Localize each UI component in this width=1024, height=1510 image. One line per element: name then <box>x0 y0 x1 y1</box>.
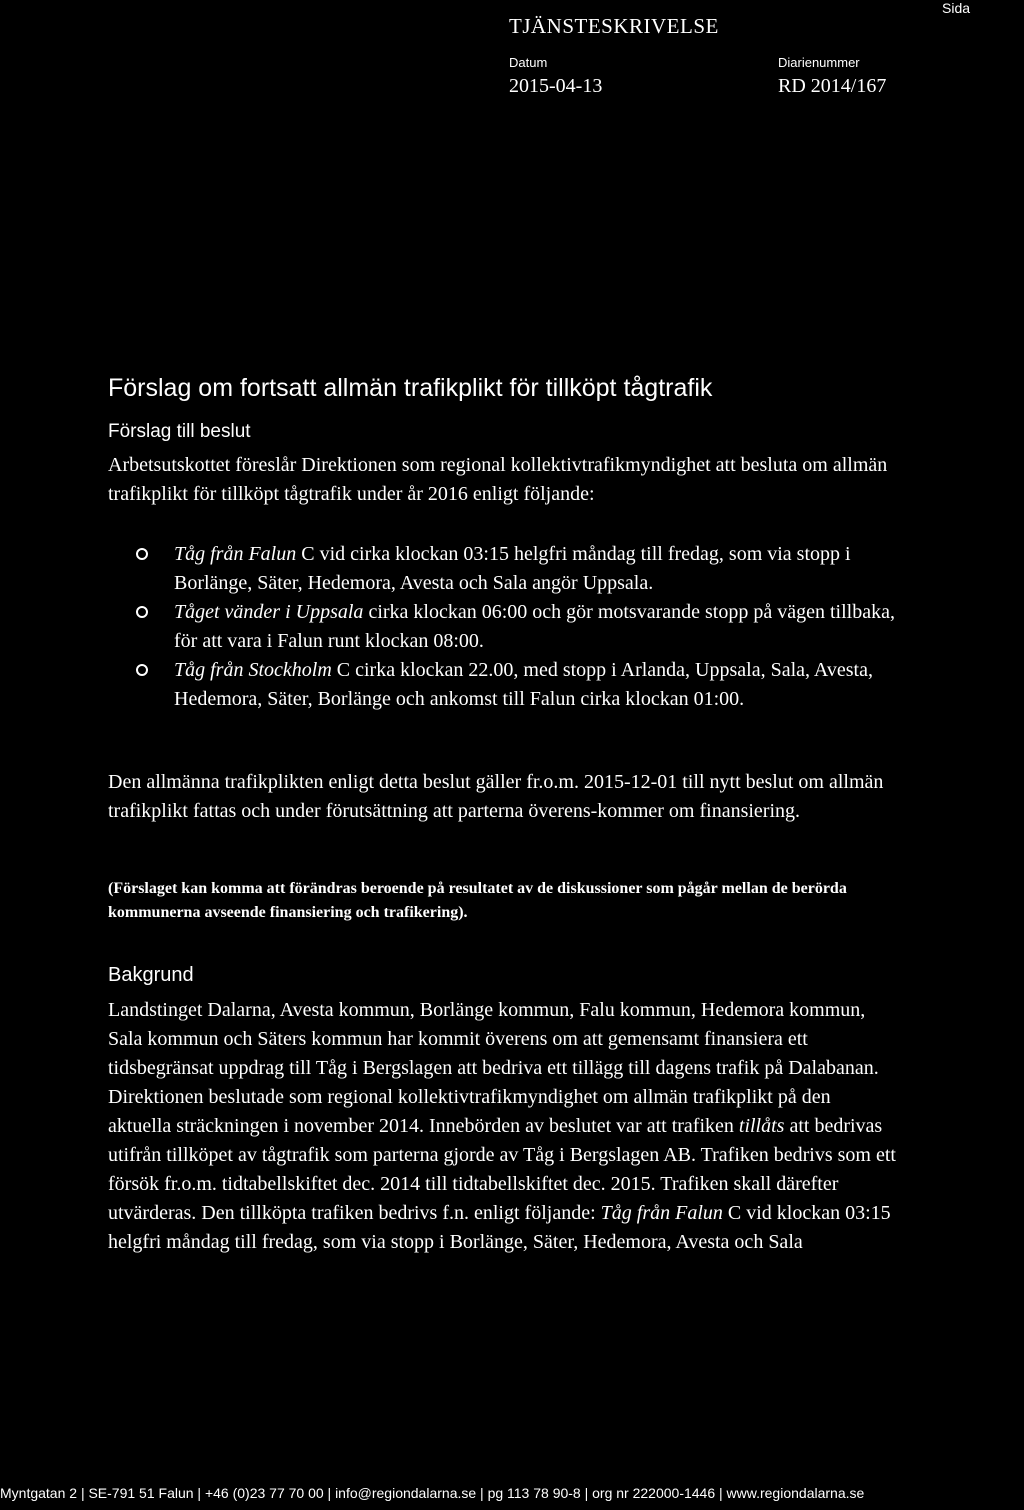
date-value: 2015-04-13 <box>509 75 603 97</box>
proposal-intro: Arbetsutskottet föreslår Direktionen som regional kollektivtrafikmyndighet att besluta om allmän trafikplikt för tillköpt tågtrafik under år 2016 enligt följande: <box>108 454 888 505</box>
bullet-icon <box>136 606 148 618</box>
bullet-icon <box>136 548 148 560</box>
bullet-text: C cirka klockan 22.00, med stopp i Arlanda, Uppsala, Sala, Avesta, Hedemora, Säter, Borlänge och ankomst till Falun cirka klockan 01:00. <box>174 659 873 710</box>
bullet-icon <box>136 664 148 676</box>
background-text: Landstinget Dalarna, Avesta kommun, Borlänge kommun, Falu kommun, Hedemora kommun, Sala kommun och Säters kommun har kommit överens om att gemensamt finansiera ett tidsbegränsat uppdrag till Tåg i Bergslagen att bedriva ett tillägg till dagens trafik på Dalabanan. Direktionen beslutade som regional kollektivtrafikmyndighet om allmän trafikplikt på den aktuella sträckningen i november 2014. Innebörden av beslutet var att trafiken <box>108 999 879 1137</box>
document-type: TJÄNSTESKRIVELSE <box>509 14 719 38</box>
bullet-text: C vid cirka klockan 03:15 helgfri måndag till fredag, som via stopp i Borlänge, Säter, Hedemora, Avesta och Sala angör Uppsala. <box>174 543 851 594</box>
background-paragraph <box>108 996 898 1257</box>
background-emphasis: Tåg från Falun <box>600 1202 723 1224</box>
list-item <box>136 656 896 714</box>
proposal-bullet-list <box>136 540 896 714</box>
list-item <box>136 598 896 656</box>
proposal-note: (Förslaget kan komma att förändras beroende på resultatet av de diskussioner som pågår mellan de berörda kommunerna avseende finansiering och trafikering). <box>108 880 847 921</box>
validity-paragraph: Den allmänna trafikplikten enligt detta beslut gäller fr.o.m. 2015-12-01 till nytt beslut om allmän trafikplikt fattas och under förutsättning att parterna överens-kommer om finansiering. <box>108 771 884 822</box>
page-label: Sida <box>942 0 971 16</box>
page-footer: Myntgatan 2 | SE-791 51 Falun | +46 (0)23 77 70 00 | info@regiondalarna.se | pg 113 78 90-8 | org nr 222000-1446 | www.regiondalarna.se <box>0 1485 865 1501</box>
bullet-lead: Tåg från Stockholm <box>174 659 332 681</box>
proposal-heading: Förslag till beslut <box>108 421 251 442</box>
bullet-lead: Tåget vänder i Uppsala <box>174 601 364 623</box>
background-text: att bedrivas utifrån tillköpet av tågtrafik som parterna gjorde av Tåg i Bergslagen AB. Trafiken bedrivs som ett försök fr.o.m. tidtabellskiftet dec. 2014 till tidtabellskiftet dec. 2015. Trafiken skall därefter utvärderas. Den tillköpta trafiken bedrivs f.n. enligt följande: <box>108 1115 896 1224</box>
bullet-lead: Tåg från Falun <box>174 543 297 565</box>
bullet-text: cirka klockan 06:00 och gör motsvarande stopp på vägen tillbaka, för att vara i Falun runt klockan 08:00. <box>174 601 895 652</box>
registration-number: RD 2014/167 <box>778 75 887 97</box>
registration-label: Diarienummer <box>778 55 860 70</box>
document-title: Förslag om fortsatt allmän trafikplikt för tillköpt tågtrafik <box>108 374 713 402</box>
background-heading: Bakgrund <box>108 964 194 986</box>
background-text: C vid klockan 03:15 helgfri måndag till fredag, som via stopp i Borlänge, Säter, Hedemora, Avesta och Sala <box>108 1202 891 1253</box>
list-item <box>136 540 896 598</box>
background-emphasis: tillåts <box>738 1115 785 1137</box>
date-label: Datum <box>509 55 548 70</box>
